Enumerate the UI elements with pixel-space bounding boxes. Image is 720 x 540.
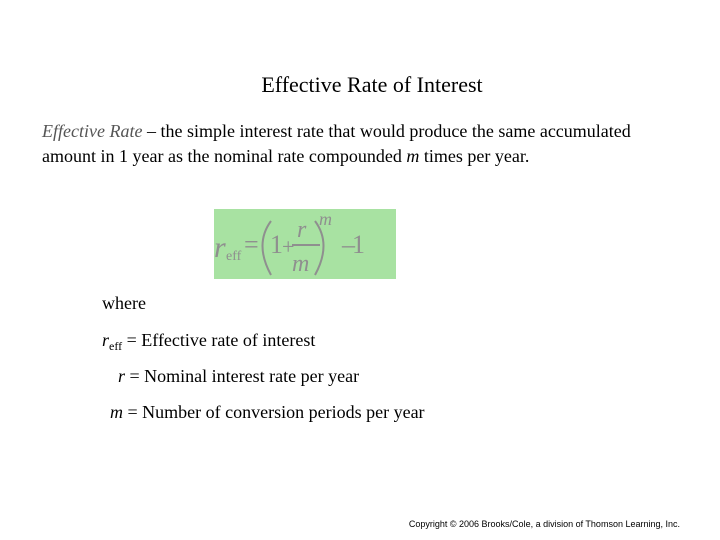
right-parenthesis bbox=[315, 221, 324, 275]
def-var: m bbox=[110, 402, 123, 422]
formula-plus: + bbox=[282, 234, 295, 259]
formula-equals: = bbox=[244, 230, 259, 259]
definition-paragraph bbox=[42, 119, 672, 169]
definition-reff bbox=[102, 330, 315, 354]
def-var: r bbox=[102, 330, 110, 350]
formula-exponent: m bbox=[319, 209, 332, 229]
copyright-notice: Copyright © 2006 Brooks/Cole, a division of Thomson Learning, Inc. bbox=[408, 519, 680, 529]
effective-rate-formula bbox=[214, 209, 396, 279]
def-text: = Number of conversion periods per year bbox=[123, 402, 425, 422]
def-text: = Nominal interest rate per year bbox=[125, 366, 360, 386]
formula-one: 1 bbox=[270, 230, 283, 259]
definition-r bbox=[118, 366, 359, 387]
formula-r: r bbox=[214, 231, 226, 264]
definition-term: Effective Rate bbox=[42, 121, 143, 141]
def-subscript: eff bbox=[109, 339, 123, 353]
formula-one-end: 1 bbox=[352, 230, 365, 259]
formula-subscript: eff bbox=[226, 249, 242, 264]
formula-graphic bbox=[214, 209, 396, 279]
definition-end: times per year. bbox=[419, 146, 530, 166]
formula-numerator: r bbox=[297, 217, 307, 243]
definition-var-m: m bbox=[406, 146, 420, 166]
definition-body: – the simple interest rate that would produce the same accumulated amount in 1 year as the nominal rate compounded bbox=[42, 121, 631, 166]
where-label: where bbox=[102, 293, 146, 313]
formula-minus: – bbox=[342, 230, 355, 259]
def-var: r bbox=[118, 366, 126, 386]
def-text: = Effective rate of interest bbox=[122, 330, 316, 350]
slide-title: Effective Rate of Interest bbox=[261, 72, 483, 97]
definition-m bbox=[110, 402, 425, 423]
formula-denominator: m bbox=[292, 251, 310, 277]
